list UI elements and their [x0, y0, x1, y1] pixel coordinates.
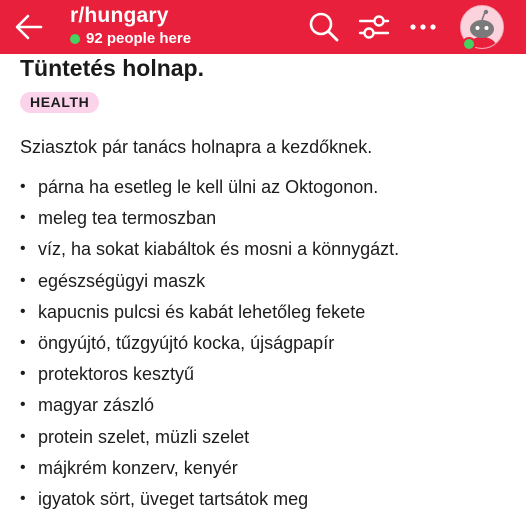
list-item: • protektoros kesztyű: [20, 362, 399, 393]
avatar-online-dot-icon: [462, 37, 476, 51]
post-intro: Sziasztok pár tanács holnapra a kezdőknek.: [20, 137, 373, 157]
online-dot-icon: [70, 34, 80, 44]
search-icon[interactable]: [306, 9, 342, 45]
subreddit-name[interactable]: r/hungary: [70, 4, 169, 27]
more-icon[interactable]: [405, 9, 441, 45]
top-bar: [0, 0, 526, 54]
list-item: • víz, ha sokat kiabáltok és mosni a könnygázt.: [20, 237, 399, 268]
list-item: • májkrém konzerv, kenyér: [20, 456, 399, 487]
list-item: • protein szelet, müzli szelet: [20, 425, 399, 456]
list-item: • magyar zászló: [20, 393, 399, 424]
user-avatar[interactable]: [460, 5, 504, 49]
list-item: • öngyújtó, tűzgyújtó kocka, újságpapír: [20, 331, 399, 362]
post-bullet-list: [20, 175, 399, 518]
list-item: • párna ha esetleg le kell ülni az Oktogonon.: [20, 175, 399, 206]
list-item: • kapucnis pulcsi és kabát lehetőleg fekete: [20, 300, 399, 331]
online-count: [70, 30, 191, 47]
back-arrow-icon[interactable]: [12, 10, 46, 44]
list-item: • igyatok sört, üveget tartsátok meg: [20, 487, 399, 518]
post-flair[interactable]: HEALTH: [20, 92, 99, 113]
post-title: Tüntetés holnap.: [20, 55, 204, 81]
filter-icon[interactable]: [356, 9, 392, 45]
online-text: 92 people here: [86, 30, 192, 47]
list-item: • meleg tea termoszban: [20, 206, 399, 237]
list-item: • egészségügyi maszk: [20, 269, 399, 300]
